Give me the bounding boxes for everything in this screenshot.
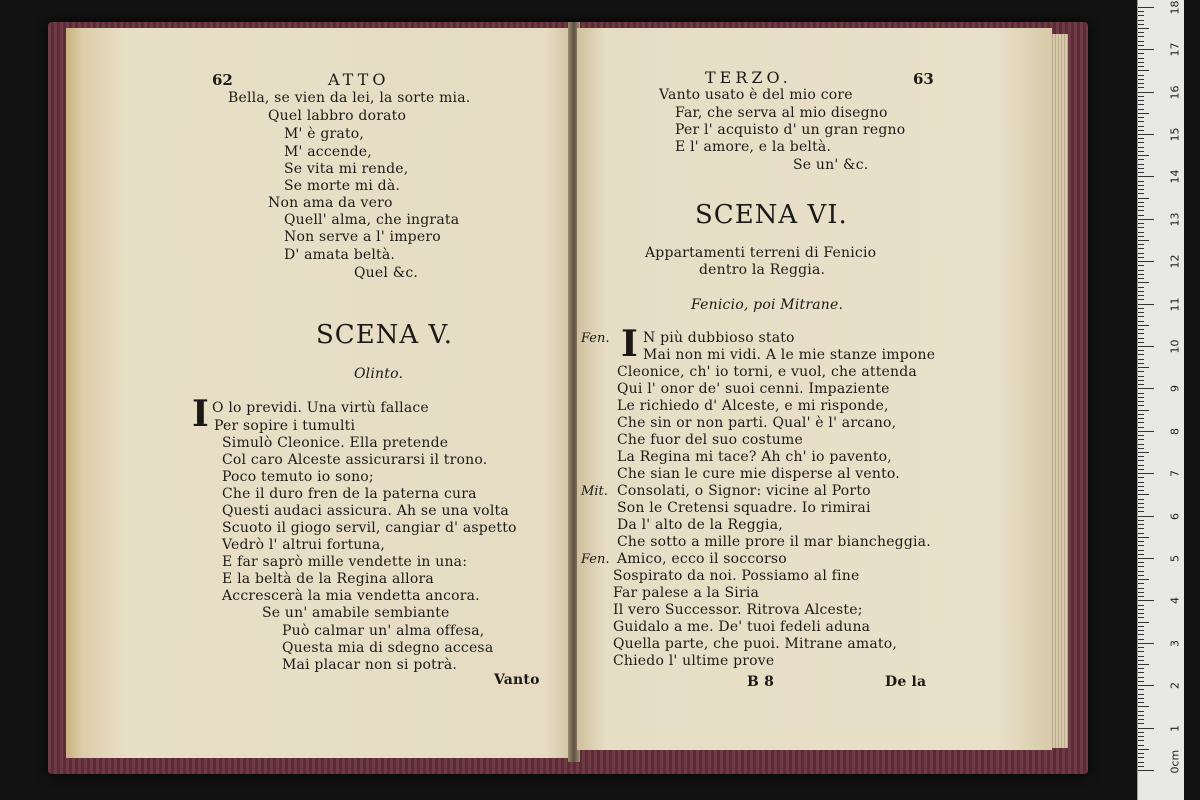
verse-line: Può calmar un' alma offesa,	[282, 623, 485, 639]
ruler-tick	[1138, 36, 1144, 37]
ruler-tick	[1138, 533, 1144, 534]
verse-line: E la beltà de la Regina allora	[222, 571, 434, 587]
verse-line: Sospirato da noi. Possiamo al fine	[613, 568, 860, 584]
ruler-tick	[1138, 482, 1144, 483]
ruler-tick	[1138, 32, 1144, 33]
ruler-tick	[1138, 53, 1144, 54]
ruler-tick	[1138, 664, 1149, 665]
ruler-tick	[1138, 176, 1154, 177]
ruler-tick	[1138, 287, 1144, 288]
verse-line: Questa mia di sdegno accesa	[282, 640, 494, 656]
ruler-tick	[1138, 104, 1144, 105]
verse-line: Questi audaci assicura. Ah se una volta	[222, 503, 509, 519]
ruler-tick	[1138, 198, 1149, 199]
ruler-tick	[1138, 422, 1144, 423]
verse-line: N più dubbioso stato	[643, 330, 795, 346]
ruler-number: 6	[1168, 512, 1182, 520]
ruler-tick	[1138, 138, 1144, 139]
ruler-tick	[1138, 49, 1154, 50]
ruler-tick	[1138, 87, 1144, 88]
ruler-tick	[1138, 338, 1144, 339]
ruler-tick	[1138, 414, 1144, 415]
ruler-tick	[1138, 321, 1144, 322]
verse-line: Non serve a l' impero	[284, 229, 441, 245]
left-page	[66, 28, 572, 758]
ruler-tick	[1138, 753, 1144, 754]
ruler-tick	[1138, 397, 1144, 398]
ruler-tick	[1138, 651, 1144, 652]
ruler-tick	[1138, 193, 1144, 194]
ruler-tick	[1138, 719, 1144, 720]
verse-line: Amico, ecco il soccorso	[617, 551, 787, 567]
ruler-tick	[1138, 181, 1144, 182]
ruler-tick	[1138, 770, 1154, 771]
ruler-tick	[1138, 647, 1144, 648]
ruler-tick	[1138, 96, 1144, 97]
ruler-tick	[1138, 274, 1144, 275]
ruler-tick	[1138, 435, 1144, 436]
ruler-tick	[1138, 219, 1154, 220]
ruler-tick	[1138, 7, 1154, 8]
ruler-tick	[1138, 766, 1144, 767]
drop-cap: I	[621, 323, 638, 365]
ruler-tick	[1138, 537, 1149, 538]
ruler-tick	[1138, 333, 1144, 334]
ruler-tick	[1138, 215, 1144, 216]
verse-line: La Regina mi tace? Ah ch' io pavento,	[617, 449, 892, 465]
verse-line: E far saprò mille vendette in una:	[222, 554, 468, 570]
ruler-tick	[1138, 363, 1144, 364]
verse-line: Se morte mi dà.	[284, 178, 401, 194]
ruler-tick	[1138, 520, 1144, 521]
ruler-tick	[1138, 511, 1144, 512]
verse-line: Accrescerà la mia vendetta ancora.	[222, 588, 480, 604]
left-page-number: 62	[212, 71, 233, 89]
ruler-tick	[1138, 147, 1144, 148]
ruler-tick	[1138, 444, 1144, 445]
ruler-tick	[1138, 248, 1144, 249]
ruler-tick	[1138, 706, 1149, 707]
ruler-tick	[1138, 261, 1154, 262]
ruler-tick	[1138, 499, 1144, 500]
ruler-tick	[1138, 401, 1144, 402]
ruler-tick	[1138, 240, 1149, 241]
ruler-tick	[1138, 265, 1144, 266]
verse-line: Mai placar non si potrà.	[282, 657, 458, 673]
ruler-tick	[1138, 622, 1149, 623]
ruler-tick	[1138, 668, 1144, 669]
ruler-tick	[1138, 685, 1154, 686]
ruler-tick	[1138, 749, 1149, 750]
ruler-number: 15	[1168, 127, 1182, 142]
verse-line: Son le Cretensi squadre. Io rimirai	[617, 500, 871, 516]
ruler-tick	[1138, 681, 1144, 682]
ruler-tick	[1138, 554, 1144, 555]
verse-line: Se vita mi rende,	[284, 161, 409, 177]
ruler-tick	[1138, 579, 1149, 580]
ruler-tick	[1138, 715, 1144, 716]
ruler-tick	[1138, 609, 1144, 610]
ruler-tick	[1138, 600, 1154, 601]
ruler-tick	[1138, 202, 1144, 203]
ruler-tick	[1138, 740, 1144, 741]
ruler-tick	[1138, 142, 1144, 143]
verse-line: M' è grato,	[284, 126, 365, 142]
ruler-tick	[1138, 592, 1144, 593]
ruler-tick	[1138, 728, 1154, 729]
verse-line: Far, che serva al mio disegno	[675, 105, 888, 121]
ruler-number: 17	[1168, 42, 1182, 57]
ruler-tick	[1138, 656, 1144, 657]
ruler-tick	[1138, 639, 1144, 640]
ruler-number: 10	[1168, 339, 1182, 354]
ruler-tick	[1138, 643, 1154, 644]
ruler-tick	[1138, 575, 1144, 576]
ruler-tick	[1138, 393, 1144, 394]
ruler-tick	[1138, 299, 1144, 300]
verse-line: Chiedo l' ultime prove	[613, 653, 775, 669]
ruler-tick	[1138, 418, 1144, 419]
ruler-tick	[1138, 583, 1144, 584]
verse-line: O lo previdi. Una virtù fallace	[212, 400, 429, 416]
verse-line: Se un' amabile sembiante	[262, 605, 450, 621]
ruler-tick	[1138, 70, 1149, 71]
verse-line: Se un' &c.	[793, 157, 869, 173]
scene-characters: Fenicio, poi Mitrane.	[691, 297, 844, 313]
ruler-tick	[1138, 507, 1144, 508]
ruler-tick	[1138, 605, 1144, 606]
verse-line: Per l' acquisto d' un gran regno	[675, 122, 906, 138]
right-page-number: 63	[913, 70, 934, 88]
ruler-tick	[1138, 354, 1144, 355]
ruler-tick	[1138, 524, 1144, 525]
verse-line: Qui l' onor de' suoi cenni. Impaziente	[617, 381, 890, 397]
verse-line: Mai non mi vidi. A le mie stanze impone	[643, 347, 936, 363]
ruler-tick	[1138, 702, 1144, 703]
speaker-label: Fen.	[581, 552, 610, 567]
verse-line: Da l' alto de la Reggia,	[617, 517, 783, 533]
ruler-tick	[1138, 172, 1144, 173]
ruler-tick	[1138, 58, 1144, 59]
ruler-tick	[1138, 159, 1144, 160]
ruler-tick	[1138, 346, 1154, 347]
ruler-tick	[1138, 168, 1144, 169]
ruler-tick	[1138, 155, 1149, 156]
ruler-tick	[1138, 486, 1144, 487]
ruler-tick	[1138, 732, 1144, 733]
ruler-tick	[1138, 410, 1149, 411]
verse-line: Il vero Successor. Ritrova Alceste;	[613, 602, 863, 618]
speaker-label: Mit.	[581, 484, 608, 499]
ruler-tick	[1138, 278, 1144, 279]
ruler-number: 5	[1168, 555, 1182, 562]
ruler-tick	[1138, 24, 1144, 25]
ruler-tick	[1138, 490, 1144, 491]
verse-line: Quel &c.	[354, 265, 419, 281]
ruler-tick	[1138, 236, 1144, 237]
ruler-tick	[1138, 571, 1144, 572]
ruler-tick	[1138, 562, 1144, 563]
verse-line: Che sin or non parti. Qual' è l' arcano,	[617, 415, 897, 431]
right-page	[577, 28, 1052, 750]
scene-setting: dentro la Reggia.	[699, 262, 826, 278]
verse-line: Che il duro fren de la paterna cura	[222, 486, 477, 502]
ruler-tick	[1138, 452, 1149, 453]
verse-line: Che sian le cure mie disperse al vento.	[617, 466, 900, 482]
ruler-tick	[1138, 745, 1144, 746]
verse-line: M' accende,	[284, 144, 372, 160]
ruler-tick	[1138, 596, 1144, 597]
ruler-tick	[1138, 388, 1154, 389]
ruler-tick	[1138, 130, 1144, 131]
ruler-number: 7	[1168, 470, 1182, 478]
ruler-tick	[1138, 11, 1144, 12]
ruler-tick	[1138, 630, 1144, 631]
ruler-number: 3	[1168, 639, 1182, 647]
ruler-tick	[1138, 371, 1144, 372]
verse-line: Far palese a la Siria	[613, 585, 760, 601]
ruler-tick	[1138, 244, 1144, 245]
ruler-tick	[1138, 757, 1144, 758]
ruler-tick	[1138, 626, 1144, 627]
verse-line: Quell' alma, che ingrata	[284, 212, 460, 228]
ruler-number: 16	[1168, 85, 1182, 100]
verse-line: Le richiedo d' Alceste, e mi risponde,	[617, 398, 889, 414]
verse-line: Per sopire i tumulti	[214, 418, 356, 434]
ruler-tick	[1138, 109, 1144, 110]
ruler-tick	[1138, 257, 1144, 258]
ruler-tick	[1138, 126, 1144, 127]
ruler-number: 8	[1168, 427, 1182, 435]
ruler-tick	[1138, 45, 1144, 46]
scene-character: Olinto.	[354, 366, 404, 382]
ruler-tick	[1138, 376, 1144, 377]
ruler-tick	[1138, 342, 1144, 343]
ruler-tick	[1138, 384, 1144, 385]
verse-line: Cleonice, ch' io torni, e vuol, che attenda	[617, 364, 917, 380]
ruler-number: 14	[1168, 169, 1182, 184]
verse-line: Non ama da vero	[268, 195, 393, 211]
ruler-tick	[1138, 762, 1144, 763]
ruler-tick	[1138, 528, 1144, 529]
ruler-tick	[1138, 672, 1144, 673]
ruler-tick	[1138, 689, 1144, 690]
ruler-tick	[1138, 617, 1144, 618]
ruler-tick	[1138, 329, 1144, 330]
scene-setting: Appartamenti terreni di Fenicio	[645, 245, 877, 261]
left-running-header: ATTO	[328, 70, 390, 89]
ruler-tick	[1138, 41, 1144, 42]
ruler-number: 13	[1168, 212, 1182, 227]
ruler-tick	[1138, 380, 1144, 381]
ruler-number: 11	[1168, 297, 1182, 312]
ruler-tick	[1138, 75, 1144, 76]
ruler-number: 9	[1168, 385, 1182, 393]
ruler-tick	[1138, 465, 1144, 466]
signature-mark: B 8	[747, 674, 775, 690]
ruler-tick	[1138, 350, 1144, 351]
ruler-tick	[1138, 473, 1154, 474]
page-stack-edge	[1050, 34, 1068, 748]
ruler-tick	[1138, 295, 1144, 296]
verse-line: Consolati, o Signor: vicine al Porto	[617, 483, 871, 499]
ruler-tick	[1138, 558, 1154, 559]
verse-line: Quel labbro dorato	[268, 108, 407, 124]
ruler-tick	[1138, 439, 1144, 440]
ruler-tick	[1138, 66, 1144, 67]
catchword: Vanto	[494, 672, 540, 688]
ruler-tick	[1138, 711, 1144, 712]
verse-line: Che fuor del suo costume	[617, 432, 803, 448]
ruler-tick	[1138, 316, 1144, 317]
ruler-tick	[1138, 185, 1144, 186]
ruler-tick	[1138, 232, 1144, 233]
ruler-tick	[1138, 698, 1144, 699]
verse-line: E l' amore, e la beltà.	[675, 139, 832, 155]
ruler-tick	[1138, 359, 1144, 360]
ruler-tick	[1138, 367, 1149, 368]
ruler-number: 4	[1168, 597, 1182, 605]
ruler-tick	[1138, 92, 1154, 93]
ruler-tick	[1138, 516, 1154, 517]
ruler-tick	[1138, 270, 1144, 271]
scene-title: SCENA V.	[316, 320, 453, 350]
ruler-tick	[1138, 325, 1149, 326]
ruler-tick	[1138, 62, 1144, 63]
ruler-tick	[1138, 566, 1144, 567]
ruler-tick	[1138, 660, 1144, 661]
ruler-tick	[1138, 503, 1144, 504]
ruler-tick	[1138, 405, 1144, 406]
ruler-number: 1	[1168, 724, 1182, 732]
verse-line: Scuoto il giogo servil, cangiar d' aspetto	[222, 520, 517, 536]
ruler-tick	[1138, 308, 1144, 309]
ruler-tick	[1138, 588, 1144, 589]
verse-line: D' amata beltà.	[284, 247, 396, 263]
ruler-tick	[1138, 477, 1144, 478]
ruler-tick	[1138, 282, 1149, 283]
verse-line: Poco temuto io sono;	[222, 469, 374, 485]
verse-line: Quella parte, che puoi. Mitrane amato,	[613, 636, 898, 652]
ruler-tick	[1138, 151, 1144, 152]
ruler-tick	[1138, 312, 1144, 313]
ruler-tick	[1138, 431, 1154, 432]
ruler-number: 12	[1168, 254, 1182, 269]
ruler-tick	[1138, 79, 1144, 80]
ruler-tick	[1138, 469, 1144, 470]
ruler-tick	[1138, 227, 1144, 228]
verse-line: Vedrò l' altrui fortuna,	[222, 537, 386, 553]
ruler-tick	[1138, 189, 1144, 190]
ruler-tick	[1138, 15, 1144, 16]
ruler-tick	[1138, 253, 1144, 254]
right-running-header: TERZO.	[705, 68, 792, 87]
ruler-tick	[1138, 100, 1144, 101]
ruler-tick	[1138, 456, 1144, 457]
ruler-tick	[1138, 210, 1144, 211]
ruler-tick	[1138, 117, 1144, 118]
ruler-tick	[1138, 83, 1144, 84]
ruler-tick	[1138, 694, 1144, 695]
ruler-number: 2	[1168, 682, 1182, 690]
catchword: De la	[885, 674, 927, 690]
ruler-tick	[1138, 291, 1144, 292]
ruler-tick	[1138, 134, 1154, 135]
verse-line: Simulò Cleonice. Ella pretende	[222, 435, 449, 451]
verse-line: Col caro Alceste assicurarsi il trono.	[222, 452, 488, 468]
ruler-tick	[1138, 113, 1149, 114]
verse-line: Vanto usato è del mio core	[659, 87, 853, 103]
ruler-tick	[1138, 541, 1144, 542]
ruler-tick	[1138, 736, 1144, 737]
ruler-tick	[1138, 427, 1144, 428]
ruler-tick	[1138, 304, 1154, 305]
ruler-number: 18	[1168, 0, 1182, 15]
ruler-tick	[1138, 460, 1144, 461]
speaker-label: Fen.	[581, 331, 610, 346]
ruler-tick	[1138, 448, 1144, 449]
ruler-unit-label: 0cm	[1168, 749, 1182, 774]
ruler-tick	[1138, 634, 1144, 635]
scale-ruler	[1137, 0, 1184, 800]
ruler-tick	[1138, 494, 1149, 495]
verse-line: Che sotto a mille prore il mar biancheggia.	[617, 534, 931, 550]
verse-line: Guidalo a me. De' tuoi fedeli aduna	[613, 619, 871, 635]
scene-title: SCENA VI.	[695, 200, 848, 230]
ruler-tick	[1138, 613, 1144, 614]
ruler-tick	[1138, 28, 1149, 29]
ruler-tick	[1138, 223, 1144, 224]
ruler-tick	[1138, 121, 1144, 122]
verse-line: Bella, se vien da lei, la sorte mia.	[228, 90, 471, 106]
drop-cap: I	[192, 393, 209, 435]
ruler-tick	[1138, 723, 1144, 724]
ruler-tick	[1138, 206, 1144, 207]
ruler-tick	[1138, 545, 1144, 546]
ruler-tick	[1138, 677, 1144, 678]
ruler-tick	[1138, 550, 1144, 551]
ruler-tick	[1138, 20, 1144, 21]
ruler-tick	[1138, 164, 1144, 165]
